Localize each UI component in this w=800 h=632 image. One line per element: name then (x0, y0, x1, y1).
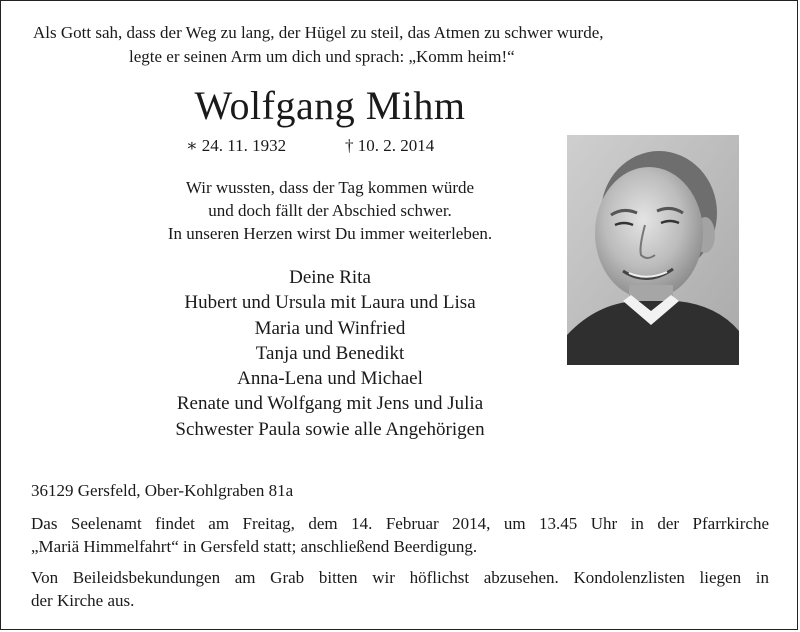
birth-date: ∗ 24. 11. 1932 (186, 136, 287, 155)
mourner-entry: Renate und Wolfgang mit Jens und Julia (176, 393, 484, 415)
mourner-entry: Maria und Winfried (254, 317, 406, 339)
verse-line: In unseren Herzen wirst Du immer weiterleben. (167, 224, 493, 243)
portrait-photo (567, 135, 739, 365)
mourner-entry: Deine Rita (289, 267, 371, 288)
mourner-entry: Tanja und Benedikt (255, 342, 405, 364)
condolence-line-2: der Kirche aus. (31, 591, 135, 610)
quote-line-2: legte er seinen Arm um dich und sprach: „Komm heim!“ (129, 47, 515, 66)
service-announcement (31, 512, 771, 558)
service-line-1: Das Seelenamt findet am Freitag, dem 14. Februar 2014, um 13.45 Uhr in der Pfarrkirche (31, 514, 769, 533)
deceased-name: Wolfgang Mihm (194, 83, 466, 128)
mourners-list (60, 265, 600, 442)
mourner-entry: Anna-Lena und Michael (237, 368, 423, 390)
family-address: 36129 Gersfeld, Ober-Kohlgraben 81a (31, 481, 294, 500)
death-date: † 10. 2. 2014 (345, 136, 435, 155)
service-line-2: „Mariä Himmelfahrt“ in Gersfeld statt; anschließend Beerdigung. (31, 537, 478, 556)
quote-line-1: Als Gott sah, dass der Weg zu lang, der Hügel zu steil, das Atmen zu schwer wurde, (33, 23, 604, 42)
verse-line: Wir wussten, dass der Tag kommen würde (185, 178, 475, 197)
condolence-note (31, 566, 771, 612)
memorial-verse (70, 176, 590, 245)
mourner-entry: Hubert und Ursula mit Laura und Lisa (184, 292, 476, 314)
mourner-entry: Schwester Paula sowie alle Angehörigen (175, 418, 485, 440)
condolence-line-1: Von Beileidsbekundungen am Grab bitten wir höflichst abzusehen. Kondolenzlisten liegen in (31, 568, 769, 587)
verse-line: und doch fällt der Abschied schwer. (208, 201, 452, 220)
